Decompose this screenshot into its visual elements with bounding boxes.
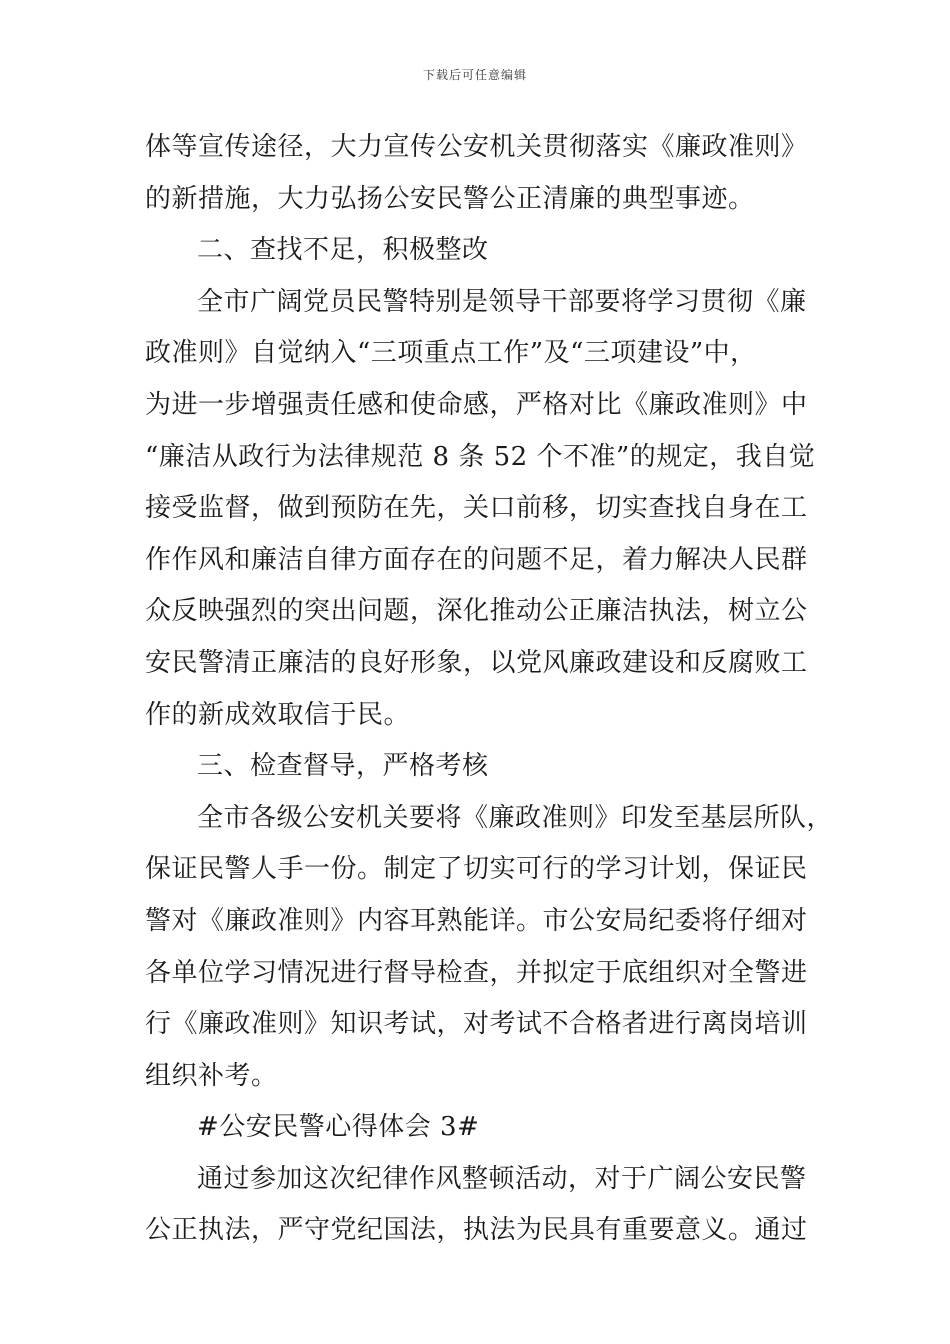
text-line: 体等宣传途径，大力宣传公安机关贯彻落实《廉政准则》: [145, 132, 808, 162]
text-line: 全市各级公安机关要将《廉政准则》印发至基层所队，: [197, 802, 834, 833]
text-line: 作的新成效取信于民。: [145, 699, 411, 730]
text-line: 众反映强烈的突出问题，深化推动公正廉洁执法，树立公: [145, 596, 808, 627]
document-body: [145, 122, 834, 1257]
text-line: 二、查找不足，积极整改: [197, 235, 489, 266]
text-line: “廉洁从政行为法律规范 8 条 52 个不准”的规定，我自觉: [145, 441, 816, 472]
text-line: 作作风和廉洁自律方面存在的问题不足，着力解决人民群: [145, 544, 808, 575]
text-line: 政准则》自觉纳入“三项重点工作”及“三项建设”中，: [145, 338, 757, 369]
text-line: 三、检查督导，严格考核: [197, 751, 489, 782]
text-line: 各单位学习情况进行督导检查，并拟定于底组织对全警进: [145, 957, 808, 988]
text-line: 行《廉政准则》知识考试，对考试不合格者进行离岗培训: [145, 1009, 808, 1040]
text-line: 安民警清正廉洁的良好形象，以党风廉政建设和反腐败工: [145, 647, 808, 678]
page-header: 下载后可任意编辑: [422, 68, 527, 82]
text-line: #公安民警心得体会 3#: [197, 1112, 480, 1143]
text-line: 通过参加这次纪律作风整顿活动，对于广阔公安民警: [197, 1163, 807, 1194]
text-line: 保证民警人手一份。制定了切实可行的学习计划，保证民: [145, 854, 808, 885]
text-line: 为进一步增强责任感和使命感，严格对比《廉政准则》中: [145, 389, 808, 420]
text-line: 的新措施，大力弘扬公安民警公正清廉的典型事迹。: [145, 183, 755, 214]
text-line: 全市广阔党员民警特别是领导干部要将学习贯彻《廉: [197, 286, 807, 317]
text-line: 警对《廉政准则》内容耳熟能详。市公安局纪委将仔细对: [145, 905, 808, 936]
text-line: 接受监督，做到预防在先，关口前移，切实查找自身在工: [145, 493, 808, 524]
text-line: 公正执法，严守党纪国法，执法为民具有重要意义。通过: [145, 1215, 808, 1246]
text-line: 组织补考。: [145, 1060, 278, 1091]
